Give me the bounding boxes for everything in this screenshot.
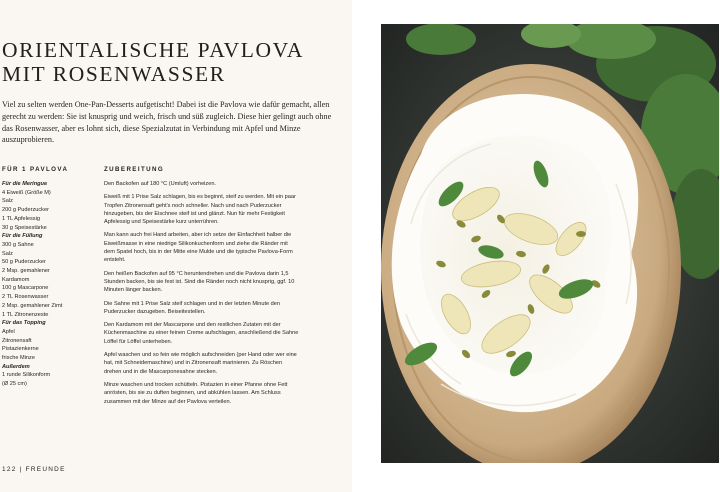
ingredient-line: Salz bbox=[2, 250, 13, 257]
ingredient-line: 2 Msp. gemahlener Zimt bbox=[2, 302, 63, 309]
ingredient-line: 2 Msp. gemahlener bbox=[2, 268, 50, 275]
page-number: 122 | FREUNDE bbox=[2, 466, 66, 473]
ingredient-subheading: Für die Meringue bbox=[2, 181, 48, 187]
ingredient-line: 100 g Mascarpone bbox=[2, 285, 49, 292]
ingredients-list bbox=[2, 180, 98, 389]
preparation-step: Den heißen Backofen auf 95 °C heruntendrehen und die Pavlova darin 1,5 Stunden backen, bis sie fest ist. Sind die Ränder noch nicht knusprig, ggf. 10 Minuten länger backen. bbox=[104, 270, 295, 294]
preparation-step: Eiweiß mit 1 Prise Salz schlagen, bis es beginnt, steif zu werden. Mit ein paar Tropfen Zitronensaft geht's noch schneller. Nach und nach Puderzucker hinzugeben, bis der Eischnee steif ist und glänzt. Nun für mehr Festigkeit Apfelessig und Speisestärke kurz unterrühren. bbox=[104, 194, 296, 226]
ingredient-line: Apfel bbox=[2, 328, 15, 335]
preparation-step: Den Kardamom mit der Mascarpone und den restlichen Zutaten mit der Küchenmaschine zu einer feinen Creme aufschlagen, anschließend die Sahne Löffel für Löffel unterheben. bbox=[104, 322, 299, 345]
ingredient-line: 1 TL Zitronenzeste bbox=[2, 311, 49, 318]
preparation-step: Apfel waschen und so fein wie möglich aufschneiden (per Hand oder wer eine hat, mit Schneidemaschine) und in Zitronensaft marinieren. Zu Röschen drehen und in die Mascarponesahne stecken. bbox=[104, 352, 297, 375]
ingredient-line: (Ø 25 cm) bbox=[2, 381, 27, 388]
preparation-step: Man kann auch frei Hand arbeiten, aber ich setze der Einfachheit halber die Eiweißmasse in eine niedrige Silikonkuchenform und ziehe die Ränder mit dem Spatel hoch, bis in der Mitte eine Mulde und die typische Pavlova-Form entsteht. bbox=[104, 232, 293, 264]
preparation-step: Den Backofen auf 180 °C (Umluft) vorheizen. bbox=[104, 181, 216, 187]
preparation-steps bbox=[104, 180, 300, 406]
preparation-column bbox=[104, 166, 300, 411]
ingredient-line: frische Minze bbox=[2, 355, 35, 362]
preparation-step: Minze waschen und trocken schütteln. Pistazien in einer Pfanne ohne Fett anrösten, bis sie zu duften beginnen, und abkühlen lassen. Am Schluss zusammen mit der Minze auf der Pavlova verteilen. bbox=[104, 381, 288, 405]
ingredient-subheading: Für die Füllung bbox=[2, 233, 43, 240]
pavlova-photo bbox=[381, 24, 719, 463]
ingredient-line: 4 Eiweiß (Größe M) bbox=[2, 189, 51, 196]
ingredient-subheading: Für das Topping bbox=[2, 320, 46, 327]
ingredient-line: 1 TL Apfelessig bbox=[2, 215, 40, 222]
ingredient-line: Zitronensaft bbox=[2, 337, 32, 344]
ingredients-column bbox=[2, 166, 98, 389]
preparation-heading: ZUBEREITUNG bbox=[104, 166, 165, 173]
ingredient-subheading: Außerdem bbox=[2, 363, 30, 370]
ingredient-line: 50 g Puderzucker bbox=[2, 259, 46, 266]
ingredient-line: Salz bbox=[2, 198, 13, 205]
intro-text: Viel zu selten werden One-Pan-Desserts aufgetischt! Dabei ist die Pavlova wie dafür gemacht, allen gerecht zu werden: Sie ist knusprig und weich, frisch und süß zugleich. Diese hier gelingt auch ohne das Rosenwasser, aber es lohnt sich, diese Spezialzutat in Verbindung mit Apfel und Minze auszuprobieren. bbox=[2, 100, 332, 145]
ingredient-line: 200 g Puderzucker bbox=[2, 207, 49, 214]
ingredients-heading: FÜR 1 PAVLOVA bbox=[2, 166, 69, 173]
preparation-step: Die Sahne mit 1 Prise Salz steif schlagen und in der letzten Minute den Puderzucker dazugeben. Beiseitestellen. bbox=[104, 300, 280, 315]
left-page bbox=[0, 0, 352, 492]
ingredient-line: 30 g Speisestärke bbox=[2, 224, 47, 231]
ingredient-line: 1 runde Silikonform bbox=[2, 372, 51, 379]
recipe-title: ORIENTALISCHE PAVLOVA MIT ROSENWASSER bbox=[2, 38, 305, 86]
ingredient-line: 2 TL Rosenwasser bbox=[2, 294, 49, 301]
ingredient-line: Kardamom bbox=[2, 276, 30, 283]
ingredient-line: Pistazienkerne bbox=[2, 346, 39, 353]
ingredient-line: 300 g Sahne bbox=[2, 241, 34, 248]
